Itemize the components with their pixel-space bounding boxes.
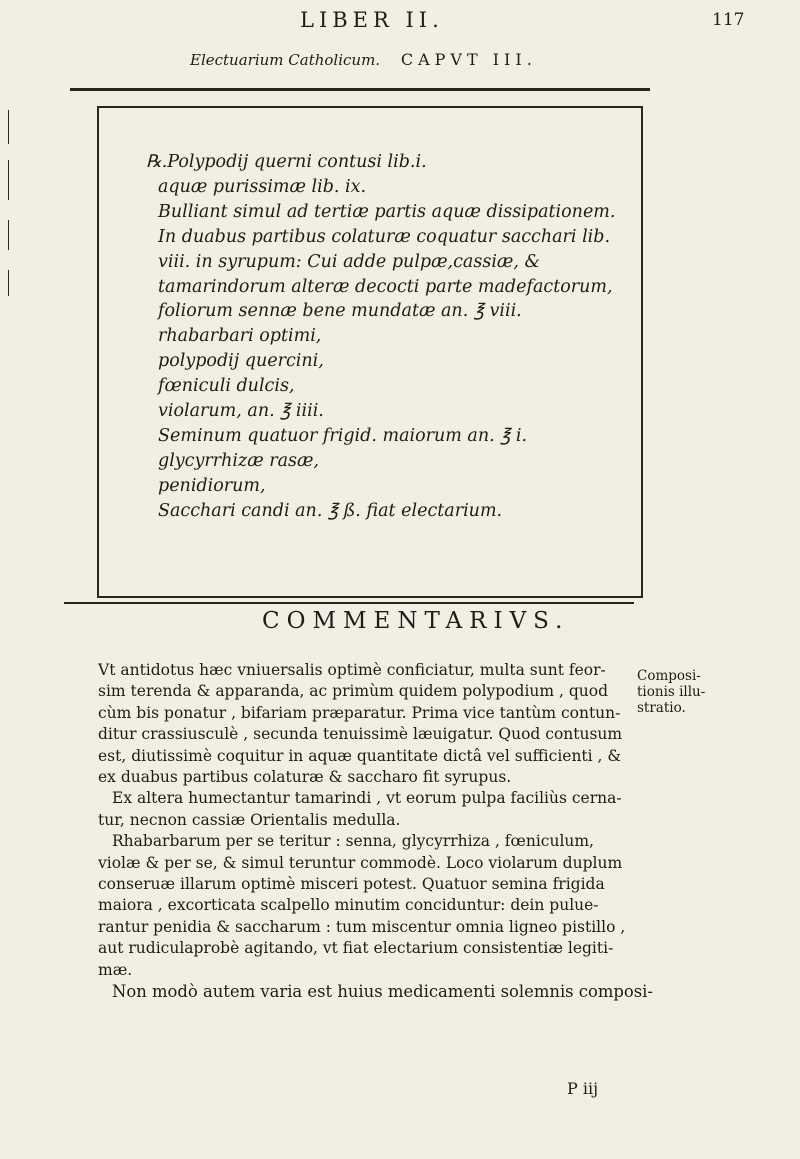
recipe-line: viii. in syrupum: Cui adde pulpæ,cassiæ, & <box>158 251 541 272</box>
body-line: tur, necnon cassiæ Orientalis medulla. <box>98 810 401 829</box>
book-title: LIBER II. <box>300 8 444 32</box>
body-line: violæ & per se, & simul teruntur commodè. Loco violarum duplum <box>98 853 623 872</box>
recipe-line: glycyrrhizæ rasæ, <box>158 450 319 471</box>
recipe-line: In duabus partibus colaturæ coquatur sacchari lib. <box>158 226 611 247</box>
recipe-line: Sacchari candi an. ℥ ß. fiat electarium. <box>158 500 503 521</box>
body-line: conseruæ illarum optimè misceri potest. Quatuor semina frigida <box>98 875 605 894</box>
body-line: rantur penidia & saccharum : tum miscentur omnia ligneo pistillo , <box>98 917 626 936</box>
body-line: est, diutissimè coquitur in aquæ quantitate dictâ vel sufficienti , & <box>98 746 622 765</box>
electuary-label: Electuarium Catholicum. <box>190 51 381 69</box>
recipe-line: aquæ purissimæ lib. ix. <box>158 176 367 197</box>
body-line: cùm bis ponatur , bifariam præparatur. Prima vice tantùm contun- <box>98 703 621 722</box>
margin-note-line: stratio. <box>637 700 686 716</box>
commentary-heading: COMMENTARIVS. <box>262 608 570 634</box>
margin-note <box>637 668 767 716</box>
body-line: mæ. <box>98 960 133 979</box>
signature-mark: P iij <box>567 1079 599 1098</box>
commentary-body <box>98 660 653 1003</box>
recipe-line: polypodij quercini, <box>158 351 324 372</box>
page-edge-marks <box>2 100 16 360</box>
chapter-heading <box>190 50 630 74</box>
body-line: aut rudiculaprobè agitando, vt fiat electarium consistentiæ legiti- <box>98 939 614 958</box>
recipe-line: tamarindorum alteræ decocti parte madefactorum, <box>158 276 613 297</box>
body-line: maiora , excorticata scalpello minutim conciduntur: dein pulue- <box>98 896 599 915</box>
body-line: Vt antidotus hæc vniuersalis optimè conficiatur, multa sunt feor- <box>98 661 606 679</box>
recipe-line: rhabarbari optimi, <box>158 326 322 347</box>
recipe-line: Seminum quatuor frigid. maiorum an. ℥ i. <box>158 425 528 446</box>
body-line: Rhabarbarum per se teritur : senna, glycyrrhiza , fœniculum, <box>112 832 595 851</box>
body-line: ditur crassiusculè , secunda tenuissimè læuigatur. Quod contusum <box>98 725 623 744</box>
recipe-line: foliorum sennæ bene mundatæ an. ℥ viii. <box>158 301 522 322</box>
recipe-line: ℞.Polypodij querni contusi lib.i. <box>146 152 427 172</box>
recipe-line: Bulliant simul ad tertiæ partis aquæ dissipationem. <box>158 201 616 222</box>
recipe-line: penidiorum, <box>158 475 266 496</box>
top-rule <box>70 88 650 91</box>
margin-note-line: Composi- <box>637 668 701 684</box>
recipe-list <box>146 150 646 524</box>
margin-note-line: tionis illu- <box>637 684 706 700</box>
page-number: 117 <box>712 10 745 30</box>
body-line: sim terenda & apparanda, ac primùm quidem polypodium , quod <box>98 682 609 701</box>
recipe-line: violarum, an. ℥ iiii. <box>158 401 324 422</box>
bottom-rule <box>64 602 634 604</box>
body-line: ex duabus partibus colaturæ & saccharo fit syrupus. <box>98 768 512 787</box>
body-line: Ex altera humectantur tamarindi , vt eorum pulpa faciliùs cerna- <box>112 789 622 808</box>
body-line: Non modò autem varia est huius medicamenti solemnis composi- <box>112 982 653 1002</box>
recipe-line: fœniculi dulcis, <box>158 376 295 397</box>
running-head <box>0 8 800 38</box>
chapter-label: CAPVT III. <box>400 50 537 69</box>
